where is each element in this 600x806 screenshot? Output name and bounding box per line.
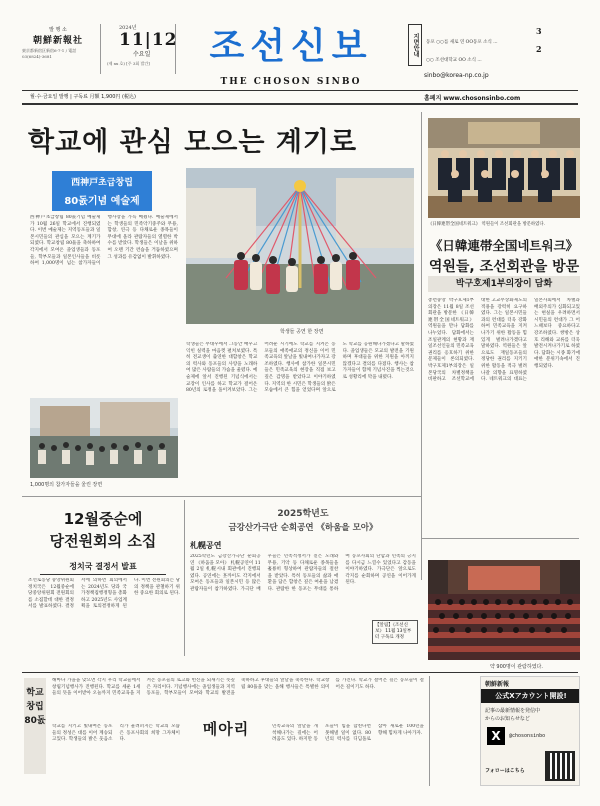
homepage[interactable] <box>424 93 520 102</box>
bottom-column-body-3: 민족교육의 앞날을 개척해나가는 길에는 어려움도 있다. 하지만 동포들이 힘을 합친다면 못해낼 일이 없다. 80년의 력사를 디딤돌로 삼아 새로운 100년을 향해 힘차게 나아가자. <box>272 724 424 743</box>
index-item <box>426 28 536 47</box>
publisher-block <box>22 26 94 59</box>
lead-badge-line1: 西神戸초급창립 <box>71 178 133 188</box>
news-note: 【알림】《조선신보》 11월 13일부터 구독료 개정 <box>372 620 418 644</box>
index-item <box>426 46 536 65</box>
ad-handle[interactable]: @chosonsinbo <box>509 733 546 739</box>
index-label: 지면안내 <box>408 24 422 66</box>
bottom-column-body-2: 학교를 지키고 빛내여온 동포들의 정성은 대를 이어 계승되고있다. 학생들의 밝은 웃음소리가 울려퍼지는 학교의 모습은 동포사회의 희망 그자체이다. <box>52 724 180 743</box>
issue-info: (제 xx 호) [주 3회 발간] <box>107 61 150 66</box>
middle-headline <box>28 508 178 552</box>
news-body: 2025학년도 금강산가극단 순회공연 《하움을 모아》 札幌공연이 11월 2일 札幌시내 회관에서 진행되였다. 공연에는 홋까이도 각지에서 모여온 동포들과 일본시민 등 많은 관람자들이 참가하였다. 가극단 배우들은 민족적정서가 짙은 노래와 무용, 기악 등 다채로운 종목들을 훌륭히 형상하여 관람자들의 절찬을 받았다. 특히 동포들의 삶과 애환을 담은 합창은 깊은 여운을 남겼다. 관람한 한 동포는 무대를 통하여 동포사회의 단합과 민족의 긍지를 다시금 느낄수 있었다고 감동을 이야기하였다. 가극단은 앞으로도 각지를 순회하며 공연을 이어가게 된다. <box>190 554 416 592</box>
middle-headline-line1: 12월중순에 <box>63 510 143 528</box>
right-photo <box>428 118 580 218</box>
logo <box>182 22 400 72</box>
email[interactable]: sinbo@korea-np.co.jp <box>424 72 489 79</box>
news-title-line1: 2025학년도 <box>277 509 329 519</box>
subscription-line: 월·수·금요일 발행 | 구독료 月額 1,900円 (税込) <box>30 94 136 100</box>
lead-photo-small-caption: 1,000명의 참가자들을 울린 장면 <box>30 482 103 488</box>
side-label-line3: 80돐 <box>24 716 46 726</box>
qr-code-icon[interactable] <box>545 751 575 781</box>
right-headline-2: 역원들, 조선회관을 방문 <box>428 259 580 275</box>
lead-body-main: 학생들은 무대우에서 그동안 배우고 익힌 실력을 마음껏 펼쳐보였다. 특히 전교생이 출연한 대합창은 학교의 력사와 동포들의 사랑을 노래하여 많은 사람들의 가슴을 울렸다. 예술제에 앞서 진행된 기념식에서는 교장이 인사를 하고 학교가 걸어온 80년의 로정을 돌이켜보았다. 그는 어려운 시기에도 학교를 지켜온 동포들의 애족애교의 정신을 이어 민족교육의 앞날을 빛내여나가자고 강조하였다. 행사에 참가한 일본시민들은 민족교육의 현장을 직접 보고 깊은 감명을 받았다고 이야기하였다. 지역의 한 시민은 학생들의 밝은 모습에서 큰 힘을 얻었다며 앞으로도 학교를 응원해나가겠다고 말하였다. 졸업생들은 모교의 발전을 기원하며 후대들을 위한 지원을 아끼지 않겠다고 결의를 다졌다. 행사는 참가자들이 함께 기념사진을 찍는것으로 성황리에 막을 내렸다. <box>186 342 414 394</box>
index-item-page: 3 <box>536 26 542 36</box>
bottom-column-body: 해마다 가을을 맞으면 각지 우리 학교들에서 창립기념행사가 진행된다. 학교를 세운 1세들의 뜻을 이어받아 오늘까지 민족교육을 지켜온 동포들의 로고와 헌신을 되새기는 뜻깊은 자리이다. 기념행사에는 졸업생들과 지역동포들, 학부모들이 모여와 학교의 발전을 축하하고 후대들의 앞날을 축복한다. 학교창립 80돐을 맞는 올해 행사들은 특별한 의미를 가진다. 학교가 걸어온 길은 동포들이 걸어온 길이기도 하다. <box>52 678 424 697</box>
lead-headline: 학교에 관심 모으는 계기로 <box>28 127 358 158</box>
publisher-small: 발 행 소 <box>49 27 67 33</box>
homepage-label: 홈페지 <box>424 95 442 102</box>
index-box <box>408 24 550 66</box>
publisher-name: 朝鮮新報社 <box>32 36 83 46</box>
lead-badge <box>52 171 152 211</box>
news-title-line2: 금강산가극단 순회공연 《하움을 모아》 <box>228 523 378 533</box>
lead-photo <box>186 168 414 324</box>
ad-box[interactable] <box>480 676 580 786</box>
right-photo-caption: 《日韓連帯全国네트워크》 역원들이 조선회관을 방문하였다. <box>428 222 546 227</box>
side-label-line2: 창립 <box>26 702 44 712</box>
ad-sub1: 記事の最新情報を発信中 <box>485 708 541 714</box>
ad-sub2: からのお知らせなど <box>485 716 530 722</box>
side-label <box>24 678 46 774</box>
logo-latin: THE CHOSON SINBO <box>220 77 362 87</box>
column-logo-text: 메아리 <box>202 720 250 738</box>
lead-photo-small <box>30 398 178 478</box>
publisher-address: 東京都新宿区新宿6-7-1 / 電話 03(6824)-3681 <box>22 48 77 59</box>
news-sub: 札幌공연 <box>190 541 222 550</box>
x-logo-icon: X <box>487 727 505 745</box>
concert-photo <box>428 560 580 660</box>
index-item-text: ○○ 조선대학교 OO 소식 ... <box>426 58 482 63</box>
middle-sub: 정치국 결정서 발표 <box>40 561 166 575</box>
news-title <box>190 506 416 533</box>
homepage-url[interactable]: www.chosonsinbo.com <box>443 95 521 102</box>
date-month-day: 11|12 <box>119 30 178 50</box>
index-item-text: 동포 ○○를 새로 연 OO동포 소식 ... <box>426 40 498 45</box>
ad-cta[interactable]: フォローはこちら <box>485 768 525 774</box>
right-body: 총련중앙 박구호제1부의장은 11월 8일 조선회관을 방문한 《日韓連帯全国네트워크》 역원들을 만나 담화를 나누었다. 담화에서는 조일관계의 현황과 재일조선인들의 민족교육권리를 옹호하기 위한 문제들이 론의되였다. 박구호제1부의장은 일본당국의 차별정책을 비판하고 조선학교에 대한 고교무상화제도의 적용을 강력히 요구하였다. 그는 일본시민들과의 련대를 더욱 강화하여 민족교육을 지켜나가기 위한 활동을 힘있게 벌려나가겠다고 말하였다. 역원들은 앞으로도 재일동포들의 정당한 권리를 지키기 위한 활동을 적극 벌려나갈 의향을 표명하였다. 네트워크의 대표는 일본사회에서 차별과 배외주의가 심화되고있는 현실을 우려하면서 시민들의 련대가 그 어느때보다 중요하다고 강조하였다. 쌍방은 상호 리해와 교류를 더욱 발전시켜나가기로 하였다. 담화는 시종 화기애애한 분위기속에서 진행되였다. <box>428 298 580 383</box>
masthead <box>0 0 600 96</box>
middle-body: 조선로동당 중앙위원회 정치국은 12월중순에 당중앙위원회 전원회의를 소집할데 대한 결정서를 발표하였다. 결정서에 의하면 회의에서는 2024년도 당과 국가정책집행정형을 총화하고 2025년도 사업계획을 토의결정하게 된다. 이번 전원회의는 당의 정책을 관철하기 위한 중요한 회의로 된다. <box>28 578 180 610</box>
index-item-page: 2 <box>536 44 542 54</box>
column-logo <box>186 718 266 744</box>
lead-body-left: 西神戸초급창립 80돐기념 예술제가 10월 26일 학교에서 진행되였다. 이번 예술제는 지역동포들과 일본시민들의 관심을 모으는 계기가 되였다. 학교창립 80돐을 축하하여 각지에서 모여온 졸업생들과 동포들, 학부모들과 일본인사들을 비롯하여 1,000명이 넘는 참가자들이 행사장을 가득 메웠다. 예술제에서는 학생들의 민족악기중주와 무용, 합창, 연극 등 다채로운 종목들이 무대에 올라 관람자들의 열렬한 박수를 받았다. 학생들은 이날을 위하여 오랜 기간 련습을 거듭하였으며 그 성과를 유감없이 발휘하였다. <box>30 215 178 267</box>
ad-main: 公式Xアカウント開設! <box>481 689 580 703</box>
logo-text: 조선신보 <box>209 26 373 67</box>
concert-photo-caption: 약 900명이 관람하였다. <box>490 664 543 670</box>
middle-headline-line2: 당전원회의 소집 <box>49 532 157 550</box>
lead-photo-caption: 학생들 공연 한 장면 <box>280 329 324 335</box>
date-block <box>100 24 176 74</box>
right-headline-1: 《日韓連帯全国네트워크》 <box>429 238 579 253</box>
weekday: 수요일 <box>133 51 151 58</box>
lead-badge-line2: 80돐기념 예술제 <box>64 196 140 207</box>
date-year: 2024년 <box>119 25 137 31</box>
ad-top: 朝鮮新報 <box>485 681 510 688</box>
right-sub: 박구호제1부의장이 담화 <box>428 276 580 292</box>
side-label-line1: 학교 <box>26 688 44 698</box>
